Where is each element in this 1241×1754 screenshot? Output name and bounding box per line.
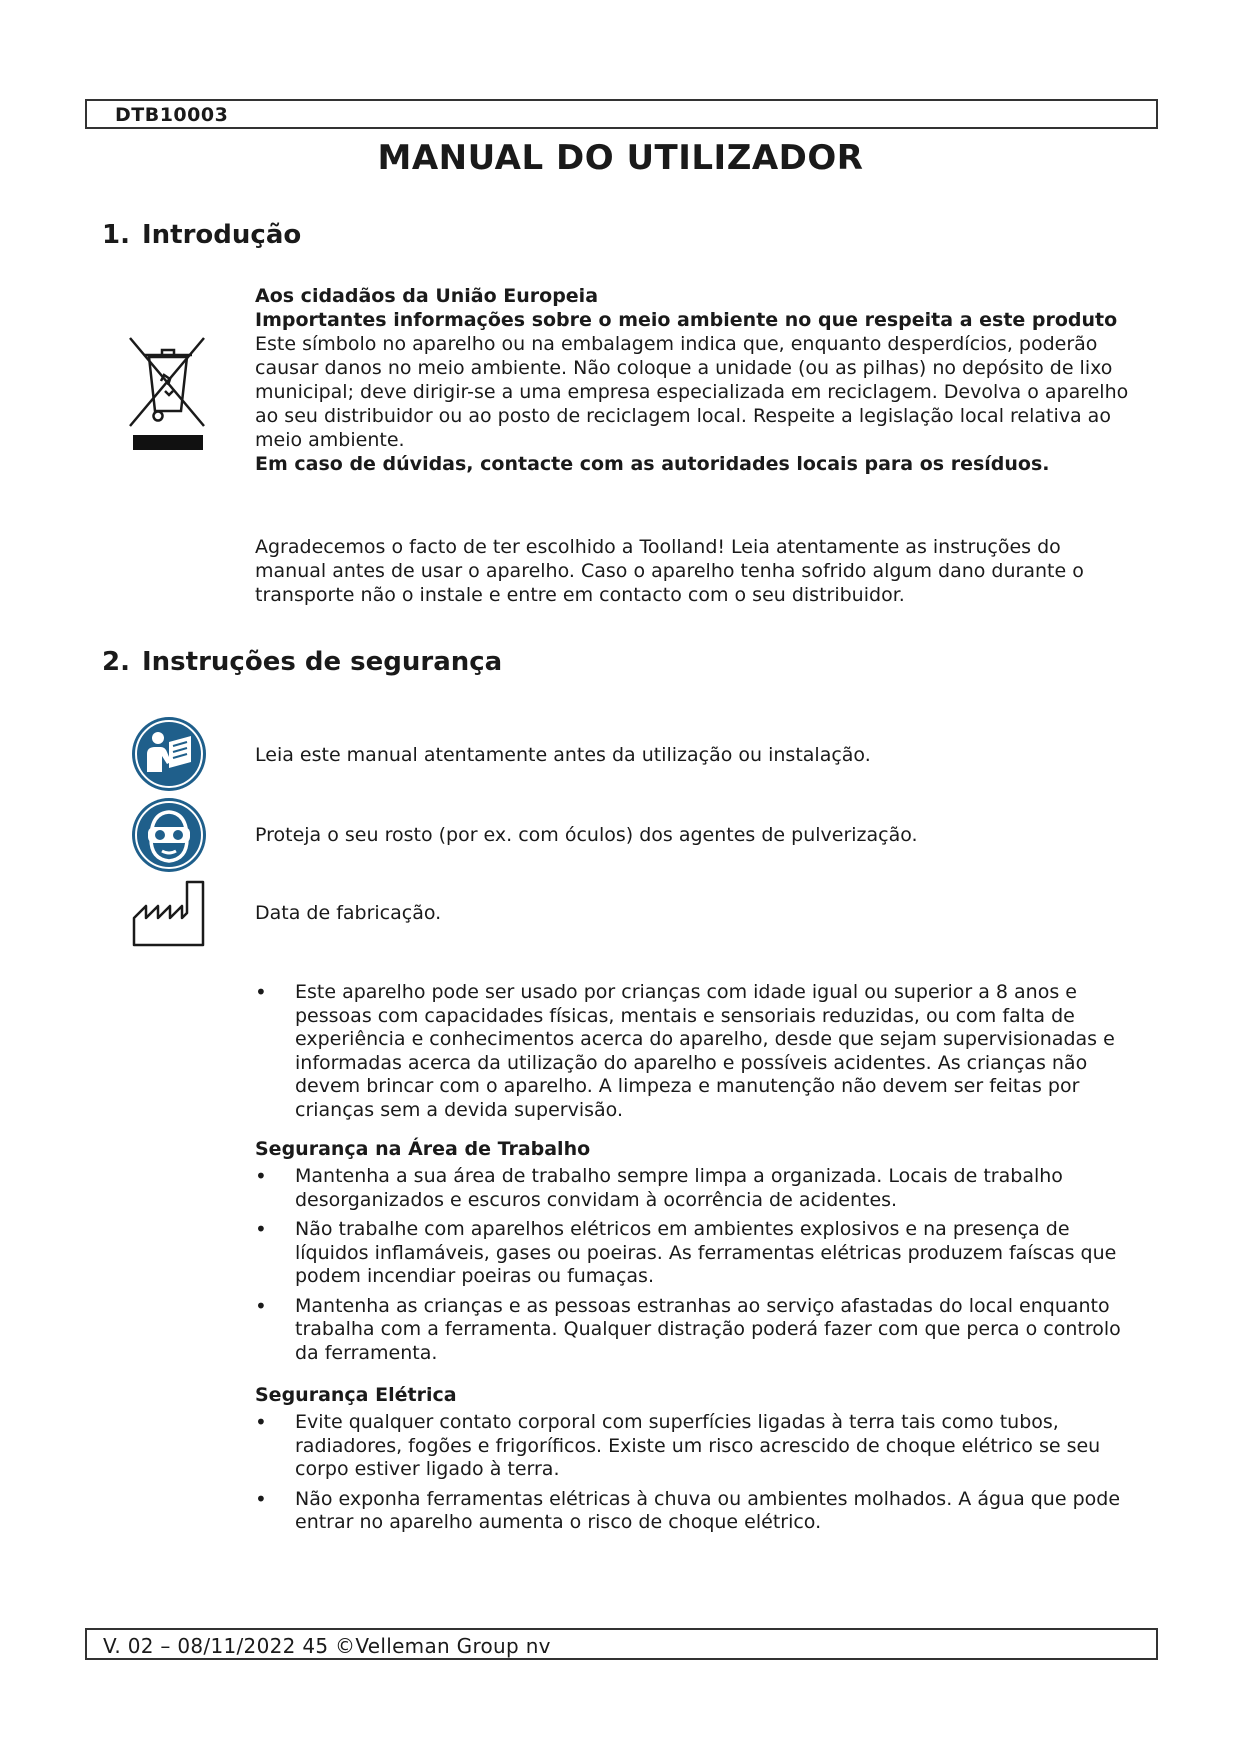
face-protection-icon (131, 797, 207, 877)
section-heading-seguranca (102, 647, 502, 677)
weee-bin-icon (125, 335, 211, 455)
section-title: Introdução (142, 220, 302, 250)
general-safety-list (255, 981, 1135, 1128)
factory-date-icon (131, 878, 207, 952)
eu-subtitle: Importantes informações sobre o meio ambiente no que respeita a este produto (255, 309, 1118, 331)
section-number: 1. (102, 220, 130, 250)
electrical-heading: Segurança Elétrica (255, 1384, 457, 1406)
read-manual-icon (131, 716, 207, 796)
work-area-heading: Segurança na Área de Trabalho (255, 1138, 591, 1160)
symbol-read-manual-text: Leia este manual atentamente antes da utilização ou instalação. (255, 744, 871, 766)
work-area-list (255, 1165, 1135, 1371)
eu-note: Em caso de dúvidas, contacte com as autoridades locais para os resíduos. (255, 453, 1050, 475)
list-item: • Não trabalhe com aparelhos elétricos em ambientes explosivos e na presença de líquidos inflamáveis, gases ou poeiras. As ferramentas elétricas produzem faíscas que podem incendiar poeiras ou fumaças. (255, 1218, 1135, 1289)
section-title: Instruções de segurança (142, 647, 503, 677)
symbol-factory-date-text: Data de fabricação. (255, 902, 442, 924)
eu-disposal-notice (255, 284, 1135, 476)
eu-body: Este símbolo no aparelho ou na embalagem indica que, enquanto desperdícios, poderão causar danos no meio ambiente. Não coloque a unidade (ou as pilhas) no depósito de lixo municipal; deve dirigir-se a uma empresa especializada em reciclagem. Devolva o aparelho ao seu distribuidor ou ao posto de reciclagem local. Respeite a legislação local relativa ao meio ambiente. (255, 333, 1129, 451)
symbol-face-protection-text: Proteja o seu rosto (por ex. com óculos) dos agentes de pulverização. (255, 824, 918, 846)
list-item: • Não exponha ferramentas elétricas à chuva ou ambientes molhados. A água que pode entrar no aparelho aumenta o risco de choque elétrico. (255, 1488, 1135, 1535)
list-item: • Mantenha as crianças e as pessoas estranhas ao serviço afastadas do local enquanto trabalha com a ferramenta. Qualquer distração poderá fazer com que perca o controlo da ferramenta. (255, 1295, 1135, 1366)
footer-box (85, 1628, 1158, 1660)
thanks-paragraph: Agradecemos o facto de ter escolhido a Toolland! Leia atentamente as instruções do manual antes de usar o aparelho. Caso o aparelho tenha sofrido algum dano durante o transporte não o instale e entre em contacto com o seu distribuidor. (255, 536, 1084, 606)
electrical-list (255, 1411, 1135, 1541)
section-number: 2. (102, 647, 130, 677)
footer-text: V. 02 – 08/11/2022 45 ©Velleman Group nv (103, 1634, 551, 1658)
page-title: MANUAL DO UTILIZADOR (377, 138, 864, 178)
list-item: • Mantenha a sua área de trabalho sempre limpa a organizada. Locais de trabalho desorganizados e escuros convidam à ocorrência de acidentes. (255, 1165, 1135, 1212)
header-box (85, 99, 1158, 129)
list-item: • Evite qualquer contato corporal com superfícies ligadas à terra tais como tubos, radiadores, fogões e frigoríficos. Existe um risco acrescido de choque elétrico se seu corpo estiver ligado à terra. (255, 1411, 1135, 1482)
list-item: • Este aparelho pode ser usado por crianças com idade igual ou superior a 8 anos e pessoas com capacidades físicas, mentais e sensoriais reduzidas, ou com falta de experiência e conhecimentos acerca do aparelho, desde que sejam supervisionadas e informadas acerca da utilização do aparelho e possíveis acidentes. As crianças não devem brincar com o aparelho. A limpeza e manutenção não devem ser feitas por crianças sem a devida supervisão. (255, 981, 1135, 1122)
product-code: DTB10003 (115, 104, 229, 126)
eu-title: Aos cidadãos da União Europeia (255, 285, 599, 307)
section-heading-introducao (102, 220, 301, 250)
